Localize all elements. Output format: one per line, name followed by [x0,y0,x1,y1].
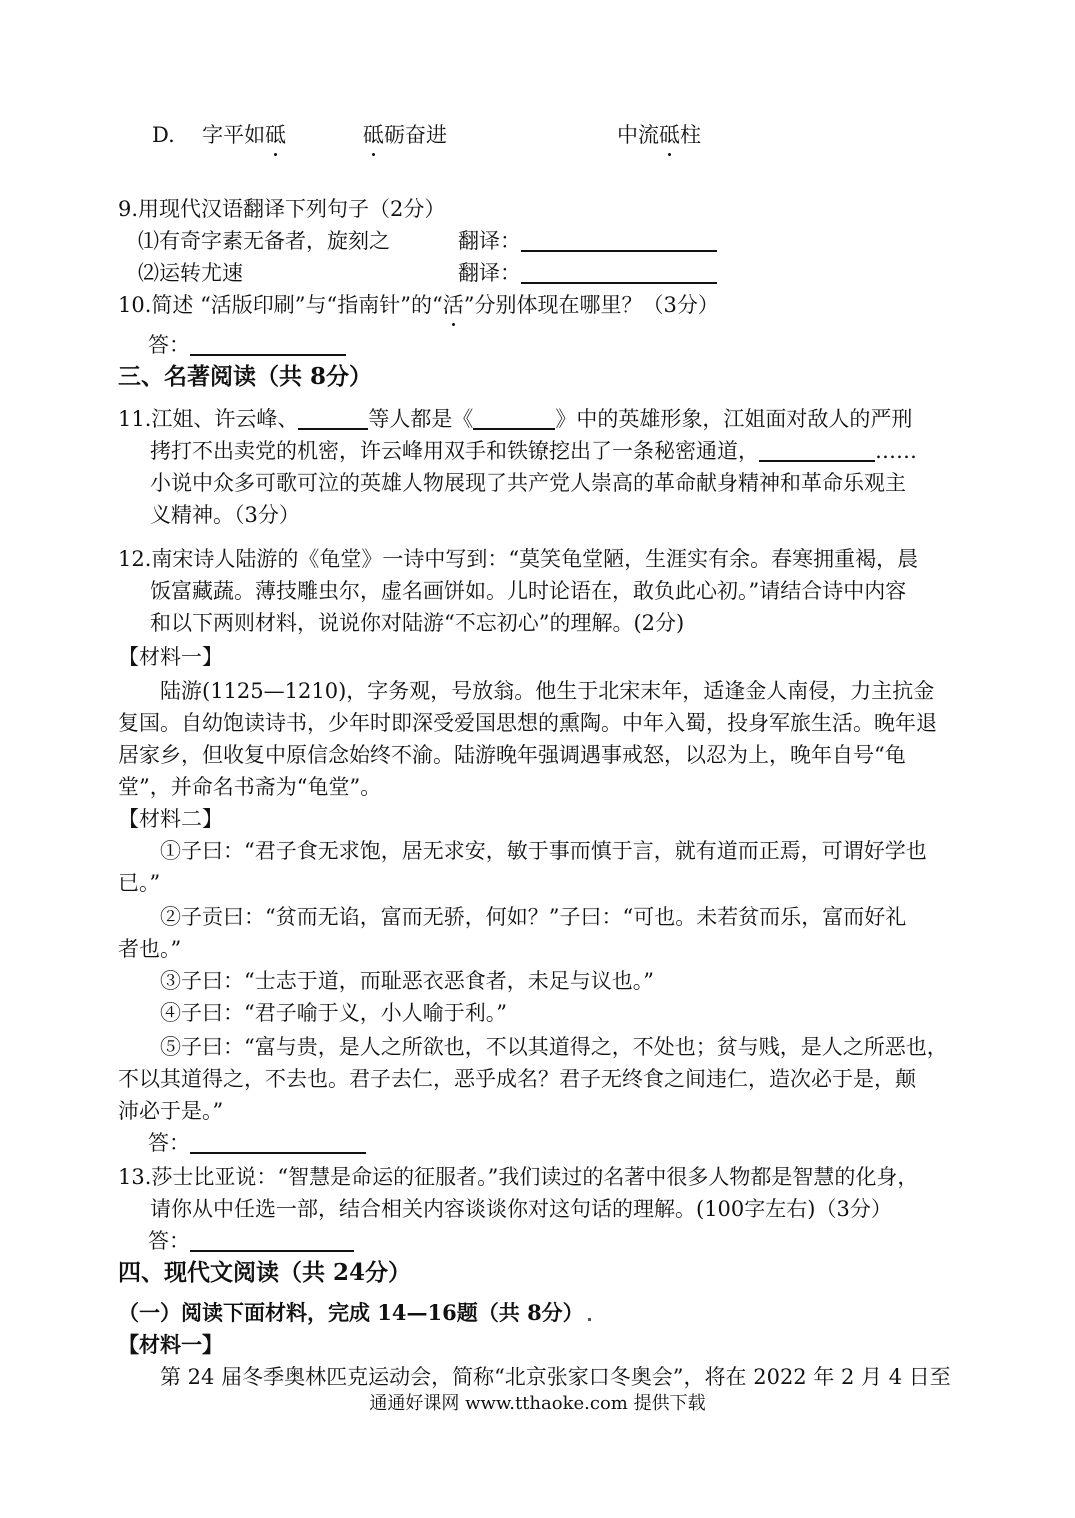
material-1-line-4: 堂”，并命名书斋为“龟堂”。 [118,775,382,799]
material-2-item-5a: ⑤子曰：“富与贵，是人之所欲也，不以其道得之，不处也；贫与贱，是人之所恶也， [160,1035,948,1059]
section-4-material-1-line-1: 第 24 届冬季奥林匹克运动会，简称“北京张家口冬奥会”，将在 2022 年 2 月 4 日至 [160,1365,951,1389]
q9-sentence-1: ⑴有奇字素无备者，旋刻之 [138,229,390,253]
q8-option-d-b [363,120,447,150]
material-2-item-2b: 者也。” [118,937,182,961]
dotted-char: 砥 [659,120,680,150]
q9-translate-2 [458,258,717,288]
q11-line-3: 小说中众多可歌可泣的英雄人物展现了共产党人崇高的革命献身精神和革命乐观主 [150,471,906,495]
q13-line-2: 请你从中任选一部，结合相关内容谈谈你对这句话的理解。(100字左右)（3分） [150,1197,892,1221]
answer-blank[interactable] [521,260,717,284]
q8-option-d-c [617,120,701,150]
word-b: 砺奋进 [384,123,447,147]
section-3-title: 三、名著阅读（共 8分） [118,363,373,390]
stray-dot [588,1318,591,1321]
q12-line-3: 和以下两则材料，说说你对陆游“不忘初心”的理解。(2分) [150,611,685,635]
dotted-char: 砥 [265,120,286,150]
q11-line-2: 拷打不出卖党的机密，许云峰用双手和铁镣挖出了一条秘密通道， …… [150,439,917,463]
material-2-item-3: ③子曰：“士志于道，而耻恶衣恶食者，未足与议也。” [160,969,654,993]
material-2-item-1a: ①子曰：“君子食无求饱，居无求安，敏于事而慎于言，就有道而正焉，可谓好学也 [160,839,927,863]
word-c: 中流 [617,123,659,147]
dotted-char: 活 [443,290,464,320]
q12-line-2: 饭富藏蔬。薄技雕虫尔，虚名画饼如。儿时论语在，敢负此心初。”请结合诗中内容 [150,579,907,603]
section-4-subtitle: （一）阅读下面材料，完成 14—16题（共 8分） [118,1300,584,1325]
material-1-line-2: 复国。自幼饱读诗书，少年时即深受爱国思想的熏陶。中年入蜀，投身军旅生活。晚年退 [118,711,937,735]
answer-blank[interactable] [521,228,717,252]
material-1-line-3: 居家乡，但收复中原信念始终不渝。陆游晚年强调遇事戒怒，以忍为上，晚年自号“龟 [118,743,906,767]
answer-label: 答： [148,1131,190,1155]
answer-label: 答： [148,333,190,357]
q8-option-d [152,120,286,150]
q9-translate-1 [458,226,717,256]
section-4-material-1-title: 【材料一】 [118,1332,223,1357]
q12-answer [148,1128,366,1158]
material-2-title: 【材料二】 [118,807,223,831]
footer-source: 通通好课网 www.tthaoke.com 提供下载 [369,1393,706,1414]
section-4-title: 四、现代文阅读（共 24分） [118,1259,412,1286]
material-2-item-2a: ②子贡曰：“贫而无谄，富而无骄，何如？”子曰：“可也。未若贫而乐，富而好礼 [160,905,907,929]
answer-blank[interactable] [190,332,346,356]
q13-answer [148,1226,354,1256]
dotted-char: 砥 [363,120,384,150]
q11-line-1: 11.江姐、许云峰、 等人都是《 》中的英雄形象，江姐面对敌人的严刑 [118,407,913,431]
word-a: 字平如 [202,123,266,147]
q10-answer [148,330,346,360]
material-1-line-1: 陆游(1125—1210)，字务观，号放翁。他生于北宋末年，适逢金人南侵，力主抗金 [160,679,935,703]
word-c-post: 柱 [680,123,701,147]
translate-label: 翻译： [458,229,521,253]
q11-line-4: 义精神。（3分） [150,503,300,527]
q13-line-1: 13.莎士比亚说：“智慧是命运的征服者。”我们读过的名著中很多人物都是智慧的化身， [118,1165,919,1189]
q9-sentence-2: ⑵运转尤速 [138,261,243,285]
translate-label: 翻译： [458,261,521,285]
material-2-item-5c: 沛必于是。” [118,1099,224,1123]
material-1-title: 【材料一】 [118,645,223,669]
option-label: D. [152,123,175,147]
q9-stem: 9.用现代汉语翻译下列句子（2分） [118,197,446,221]
answer-blank[interactable] [190,1228,354,1252]
material-2-item-1b: 已。” [118,871,161,895]
answer-blank[interactable] [298,406,368,430]
q10-stem: 10.简述 “活版印刷”与“指南针”的“活”分别体现在哪里？（3分） [118,290,719,320]
answer-label: 答： [148,1229,190,1253]
answer-blank[interactable] [473,406,555,430]
answer-blank[interactable] [759,438,875,462]
material-2-item-5b: 不以其道得之，不去也。君子去仁，恶乎成名？君子无终食之间违仁，造次必于是，颠 [118,1067,916,1091]
answer-blank[interactable] [190,1130,366,1154]
q12-line-1: 12.南宋诗人陆游的《龟堂》一诗中写到：“莫笑龟堂陋，生涯实有余。春寒拥重褐，晨 [118,547,919,571]
material-2-item-4: ④子曰：“君子喻于义，小人喻于利。” [160,1001,507,1025]
